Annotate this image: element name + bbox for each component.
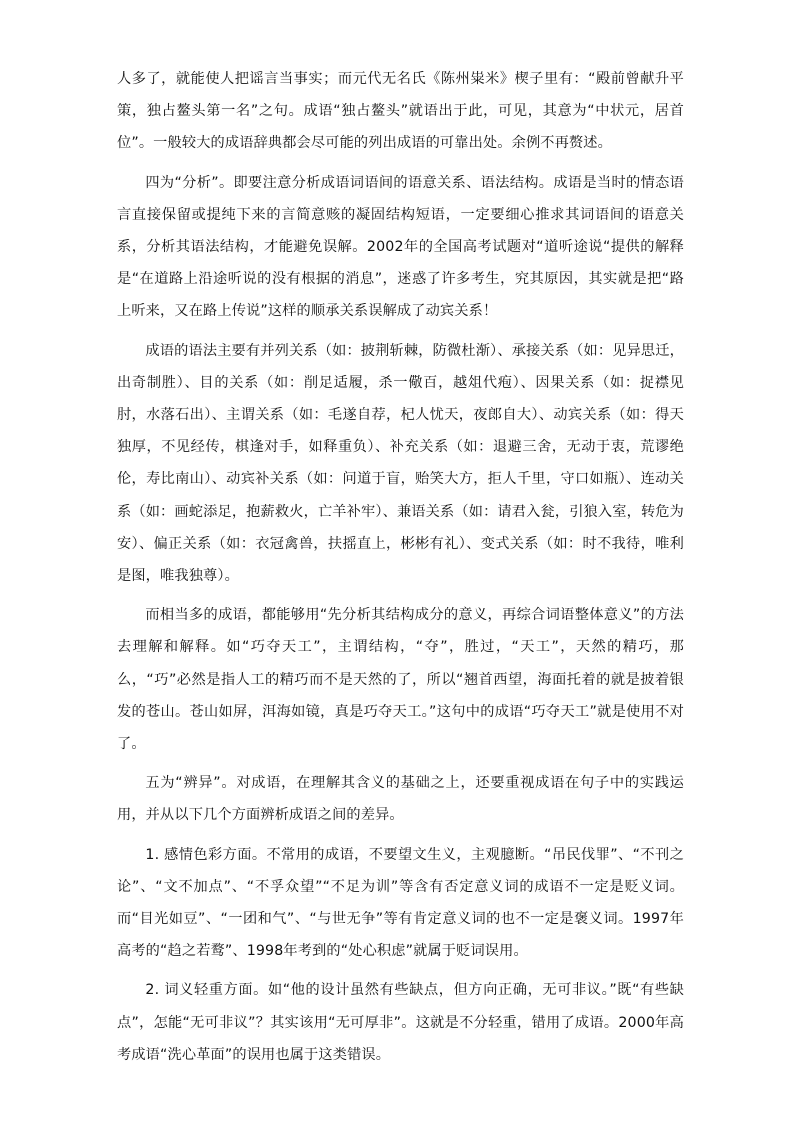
document-body: [117, 63, 684, 1078]
paragraph-ciyi-qingzhong: 2. 词义轻重方面。如“他的设计虽然有些缺点，但方向正确，无可非议。”既“有些缺点”，怎能“无可非议”？其实该用“无可厚非”。这就是不分轻重，错用了成语。2000年高考成语“洗心革面”的误用也属于这类错误。: [117, 982, 684, 1063]
paragraph-bianyi: 五为“辨异”。对成语，在理解其含义的基础之上，还要重视成语在句子中的实践运用，并从以下几个方面辨析成语之间的差异。: [117, 775, 684, 824]
paragraph-chuchu: 人多了，就能使人把谣言当事实；而元代无名氏《陈州粜米》楔子里有：“殿前曾献升平策，独占鳌头第一名”之句。成语“独占鳌头”就语出于此，可见，其意为“中状元，居首位”。一般较大的成语辞典都会尽可能的列出成语的可靠出处。余例不再赘述。: [117, 71, 684, 152]
paragraph-ganqing-secai: 1. 感情色彩方面。不常用的成语，不要望文生义，主观臆断。“吊民伐罪”、“不刊之论”、“文不加点”、“不孚众望”“不足为训”等含有否定意义词的成语不一定是贬义词。而“目光如豆”、“一团和气”、“与世无争”等有肯定意义词的也不一定是褒义词。1997年高考的“趋之若鹜”、1998年考到的“处心积虑”就属于贬词误用。: [117, 846, 684, 960]
paragraph-yufa-guanxi: 成语的语法主要有并列关系（如：披荆斩棘，防微杜渐）、承接关系（如：见异思迁，出奇制胜）、目的关系（如：削足适履，杀一儆百，越俎代疱）、因果关系（如：捉襟见肘，水落石出）、主谓关系（如：毛遂自荐，杞人忧天，夜郎自大）、动宾关系（如：得天独厚，不见经传，棋逢对手，如释重负）、补充关系（如：退避三舍，无动于衷，荒谬绝伦，寿比南山）、动宾补关系（如：问道于盲，贻笑大方，拒人千里，守口如瓶）、连动关系（如：画蛇添足，抱薪救火，亡羊补牢）、兼语关系（如：请君入瓮，引狼入室，转危为安）、偏正关系（如：衣冠禽兽，扶摇直上，彬彬有礼）、变式关系（如：时不我待，唯利是图，唯我独尊）。: [117, 342, 684, 585]
paragraph-fenxi: 四为“分析”。即要注意分析成语词语间的语意关系、语法结构。成语是当时的情态语言直接保留或提纯下来的言简意赅的凝固结构短语，一定要细心推求其词语间的语意关系，分析其语法结构，才能避免误解。2002年的全国高考试题对“道听途说“提供的解释是“在道路上沿途听说的没有根据的消息”，迷惑了许多考生，究其原因，其实就是把“路上听来，又在路上传说”这样的顺承关系误解成了动宾关系！: [117, 174, 684, 320]
paragraph-jiegou-fenxi: 而相当多的成语，都能够用“先分析其结构成分的意义，再综合词语整体意义”的方法去理解和解释。如“巧夺天工”，主谓结构，“夺”，胜过，“天工”，天然的精巧，那么，“巧”必然是指人工的精巧而不是天然的了，所以“翘首西望，海面托着的就是披着银发的苍山。苍山如屏，洱海如镜，真是巧夺天工。”这句中的成语“巧夺天工”就是使用不对了。: [117, 607, 684, 753]
